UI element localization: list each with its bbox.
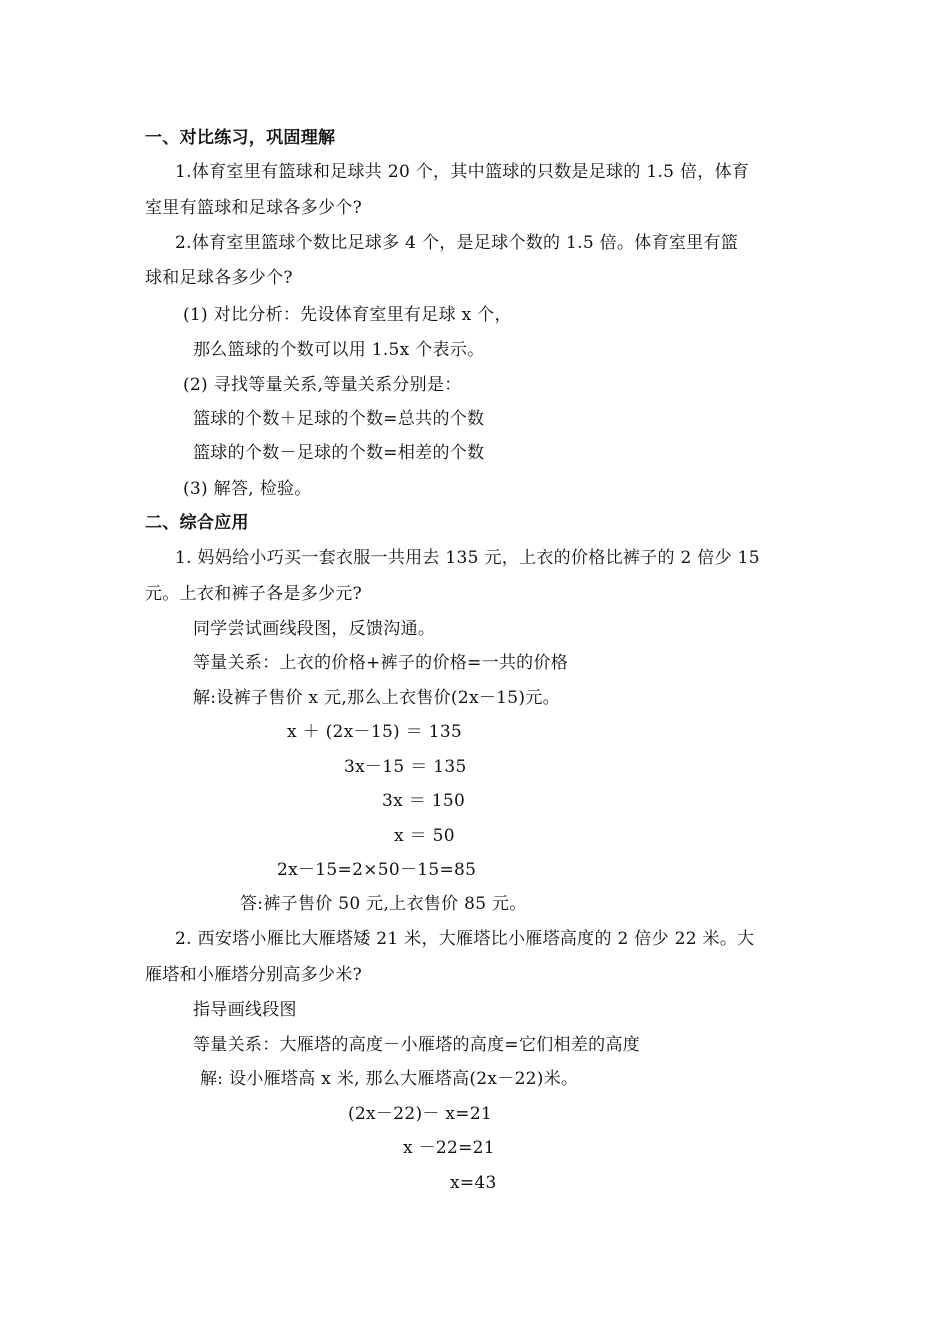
application-1-step: 同学尝试画线段图，反馈沟通。 [193, 619, 436, 639]
equation-line: x ＝ 50 [394, 826, 455, 846]
relation-difference: 篮球的个数－足球的个数=相差的个数 [193, 443, 485, 463]
equation-line: 2x－15=2×50－15=85 [277, 860, 477, 880]
equation-line: x ＋ (2x－15) ＝ 135 [287, 722, 463, 742]
section-1-heading: 一、对比练习，巩固理解 [145, 128, 336, 148]
analysis-step-3: (3) 解答, 检验。 [183, 479, 312, 499]
analysis-step-1-cont: 那么篮球的个数可以用 1.5x 个表示。 [193, 340, 485, 360]
equation-line: x －22=21 [403, 1138, 495, 1158]
application-1-relation: 等量关系：上衣的价格+裤子的价格=一共的价格 [193, 653, 569, 673]
section-2-heading: 二、综合应用 [145, 513, 249, 533]
equation-line: 3x ＝ 150 [382, 791, 466, 811]
application-2-relation: 等量关系：大雁塔的高度－小雁塔的高度=它们相差的高度 [193, 1035, 641, 1055]
problem-1-line-1: 1.体育室里有篮球和足球共 20 个，其中篮球的只数是足球的 1.5 倍，体育 [175, 162, 750, 182]
application-1-line-1: 1. 妈妈给小巧买一套衣服一共用去 135 元，上衣的价格比裤子的 2 倍少 15 [175, 548, 760, 568]
application-1-line-2: 元。上衣和裤子各是多少元? [145, 584, 363, 604]
application-2-line-1: 2. 西安塔小雁比大雁塔矮 21 米，大雁塔比小雁塔高度的 2 倍少 22 米。大 [175, 929, 755, 949]
problem-1-line-2: 室里有篮球和足球各多少个? [145, 198, 363, 218]
analysis-step-2: (2) 寻找等量关系,等量关系分别是： [183, 375, 462, 395]
application-1-answer: 答:裤子售价 50 元,上衣售价 85 元。 [240, 894, 527, 914]
equation-line: (2x－22)－ x=21 [348, 1104, 493, 1124]
problem-2-line-2: 球和足球各多少个? [145, 268, 293, 288]
analysis-step-1: (1) 对比分析：先设体育室里有足球 x 个， [183, 305, 512, 325]
equation-line: 3x－15 ＝ 135 [344, 757, 467, 777]
application-1-solution: 解:设裤子售价 x 元,那么上衣售价(2x－15)元。 [193, 688, 560, 708]
equation-line: x=43 [450, 1173, 497, 1193]
problem-2-line-1: 2.体育室里篮球个数比足球多 4 个，是足球个数的 1.5 倍。体育室里有篮 [175, 233, 739, 253]
application-2-solution: 解: 设小雁塔高 x 米, 那么大雁塔高(2x－22)米。 [200, 1069, 579, 1089]
application-2-step: 指导画线段图 [193, 1000, 297, 1020]
relation-sum: 篮球的个数＋足球的个数=总共的个数 [193, 409, 485, 429]
application-2-line-2: 雁塔和小雁塔分别高多少米? [145, 965, 363, 985]
